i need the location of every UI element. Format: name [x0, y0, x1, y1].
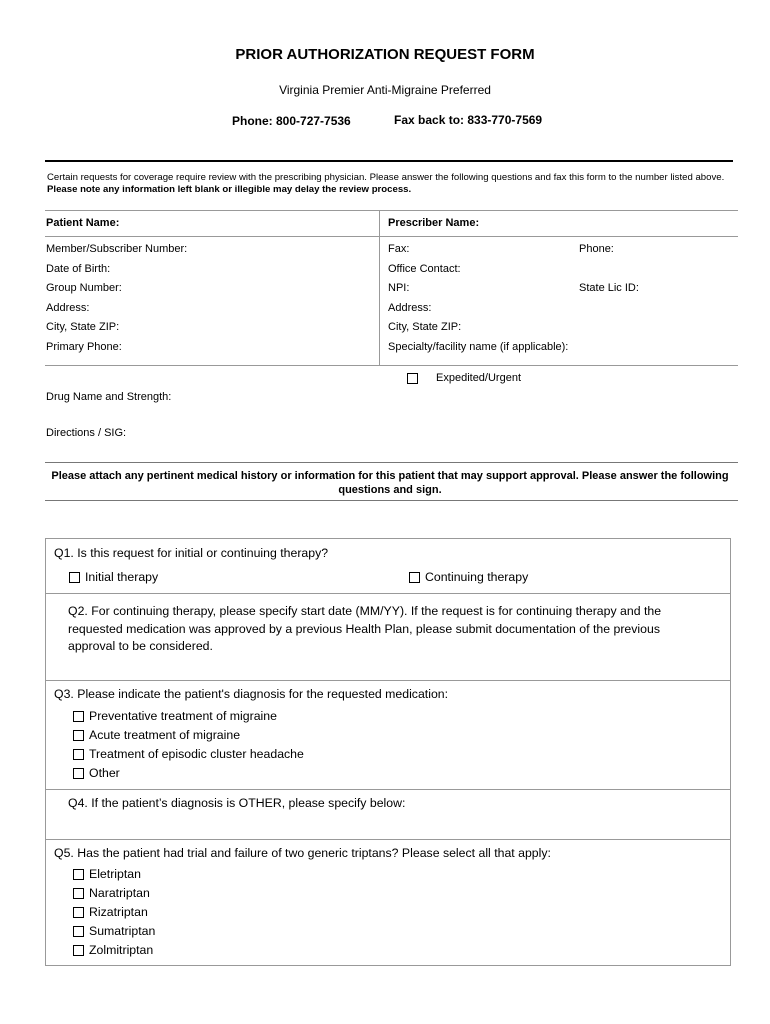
specialty-label: Specialty/facility name (if applicable): [388, 341, 569, 353]
attach-note: Please attach any pertinent medical history or information for this patient that may support approval. Please answer the following questions and sign. [51, 470, 729, 496]
directions-label: Directions / SIG: [46, 427, 127, 439]
office-contact-label: Office Contact: [388, 263, 461, 275]
expedited-label: Expedited/Urgent [436, 372, 521, 384]
prescriber-phone-label: Phone: [579, 243, 614, 255]
attach-top-line [45, 462, 738, 463]
primary-phone-label: Primary Phone: [46, 341, 122, 353]
q1-text: Q1. Is this request for initial or continuing therapy? [54, 546, 329, 560]
intro-bold: Please note any information left blank or illegible may delay the review process. [47, 184, 412, 195]
q3-separator [46, 789, 730, 790]
q3-text: Q3. Please indicate the patient's diagnosis for the requested medication: [54, 687, 449, 701]
dob-label: Date of Birth: [46, 263, 111, 275]
q2-separator [46, 680, 730, 681]
checkbox-icon [407, 373, 418, 384]
q3-option-other[interactable] [73, 766, 120, 780]
npi-label: NPI: [388, 282, 410, 294]
checkbox-icon [73, 907, 84, 918]
q1-continuing-label: Continuing therapy [425, 570, 529, 584]
intro-plain: Certain requests for coverage require review with the prescribing physician. Please answer the following questions and fax this form to the number listed above. [47, 172, 725, 183]
group-number-label: Group Number: [46, 282, 122, 294]
form-title: PRIOR AUTHORIZATION REQUEST FORM [235, 46, 535, 63]
phone-number: Phone: 800-727-7536 [232, 114, 351, 128]
checkbox-icon [73, 768, 84, 779]
checkbox-icon [73, 869, 84, 880]
checkbox-icon [73, 888, 84, 899]
patient-city-label: City, State ZIP: [46, 321, 120, 333]
q5-option-label: Sumatriptan [89, 924, 156, 938]
header-divider [45, 160, 733, 162]
section-bottom-line [45, 365, 738, 366]
q5-option-label: Eletriptan [89, 867, 141, 881]
q5-option-zolmitriptan[interactable] [73, 943, 153, 957]
checkbox-icon [73, 730, 84, 741]
q1-initial-option[interactable] [69, 570, 158, 584]
q5-text: Q5. Has the patient had trial and failure of two generic triptans? Please select all that apply: [54, 846, 551, 860]
q3-option-label: Treatment of episodic cluster headache [89, 747, 304, 761]
state-lic-label: State Lic ID: [579, 282, 639, 294]
patient-address-label: Address: [46, 302, 90, 314]
q1-initial-label: Initial therapy [85, 570, 159, 584]
q2-text: Q2. For continuing therapy, please specify start date (MM/YY). If the request is for continuing therapy and the requested medication was approved by a previous Health Plan, please submit documentation of the previous approval to be considered. [68, 604, 662, 653]
member-number-label: Member/Subscriber Number: [46, 243, 188, 255]
q3-option-acute[interactable] [73, 728, 240, 742]
q4-answer-field[interactable] [60, 815, 720, 835]
prescriber-name-label: Prescriber Name: [388, 217, 480, 229]
section-divider [379, 210, 380, 365]
intro-text [47, 172, 727, 196]
q5-option-label: Rizatriptan [89, 905, 148, 919]
checkbox-icon [409, 572, 420, 583]
q3-option-label: Acute treatment of migraine [89, 728, 241, 742]
prescriber-city-label: City, State ZIP: [388, 321, 462, 333]
q1-continuing-option[interactable] [409, 570, 528, 584]
checkbox-icon [73, 749, 84, 760]
checkbox-icon [69, 572, 80, 583]
q3-option-label: Preventative treatment of migraine [89, 709, 277, 723]
q3-option-label: Other [89, 766, 120, 780]
q5-option-sumatriptan[interactable] [73, 924, 155, 938]
drug-name-label: Drug Name and Strength: [46, 391, 172, 403]
q3-option-cluster[interactable] [73, 747, 304, 761]
form-subtitle: Virginia Premier Anti-Migraine Preferred [279, 83, 491, 97]
q3-option-preventative[interactable] [73, 709, 277, 723]
q4-text: Q4. If the patient’s diagnosis is OTHER, please specify below: [68, 796, 406, 810]
q5-option-naratriptan[interactable] [73, 886, 150, 900]
attach-bottom-line [45, 500, 738, 501]
fax-number: Fax back to: 833-770-7569 [394, 113, 543, 127]
section-top-line [45, 210, 738, 211]
section-header-line [45, 236, 738, 237]
prescriber-fax-label: Fax: [388, 243, 410, 255]
checkbox-icon [73, 926, 84, 937]
expedited-checkbox[interactable] [407, 371, 418, 389]
checkbox-icon [73, 945, 84, 956]
q5-option-rizatriptan[interactable] [73, 905, 148, 919]
q5-option-label: Naratriptan [89, 886, 150, 900]
q1-separator [46, 593, 730, 594]
q4-separator [46, 839, 730, 840]
prescriber-address-label: Address: [388, 302, 432, 314]
q5-option-eletriptan[interactable] [73, 867, 141, 881]
q5-option-label: Zolmitriptan [89, 943, 154, 957]
patient-name-label: Patient Name: [46, 217, 120, 229]
checkbox-icon [73, 711, 84, 722]
